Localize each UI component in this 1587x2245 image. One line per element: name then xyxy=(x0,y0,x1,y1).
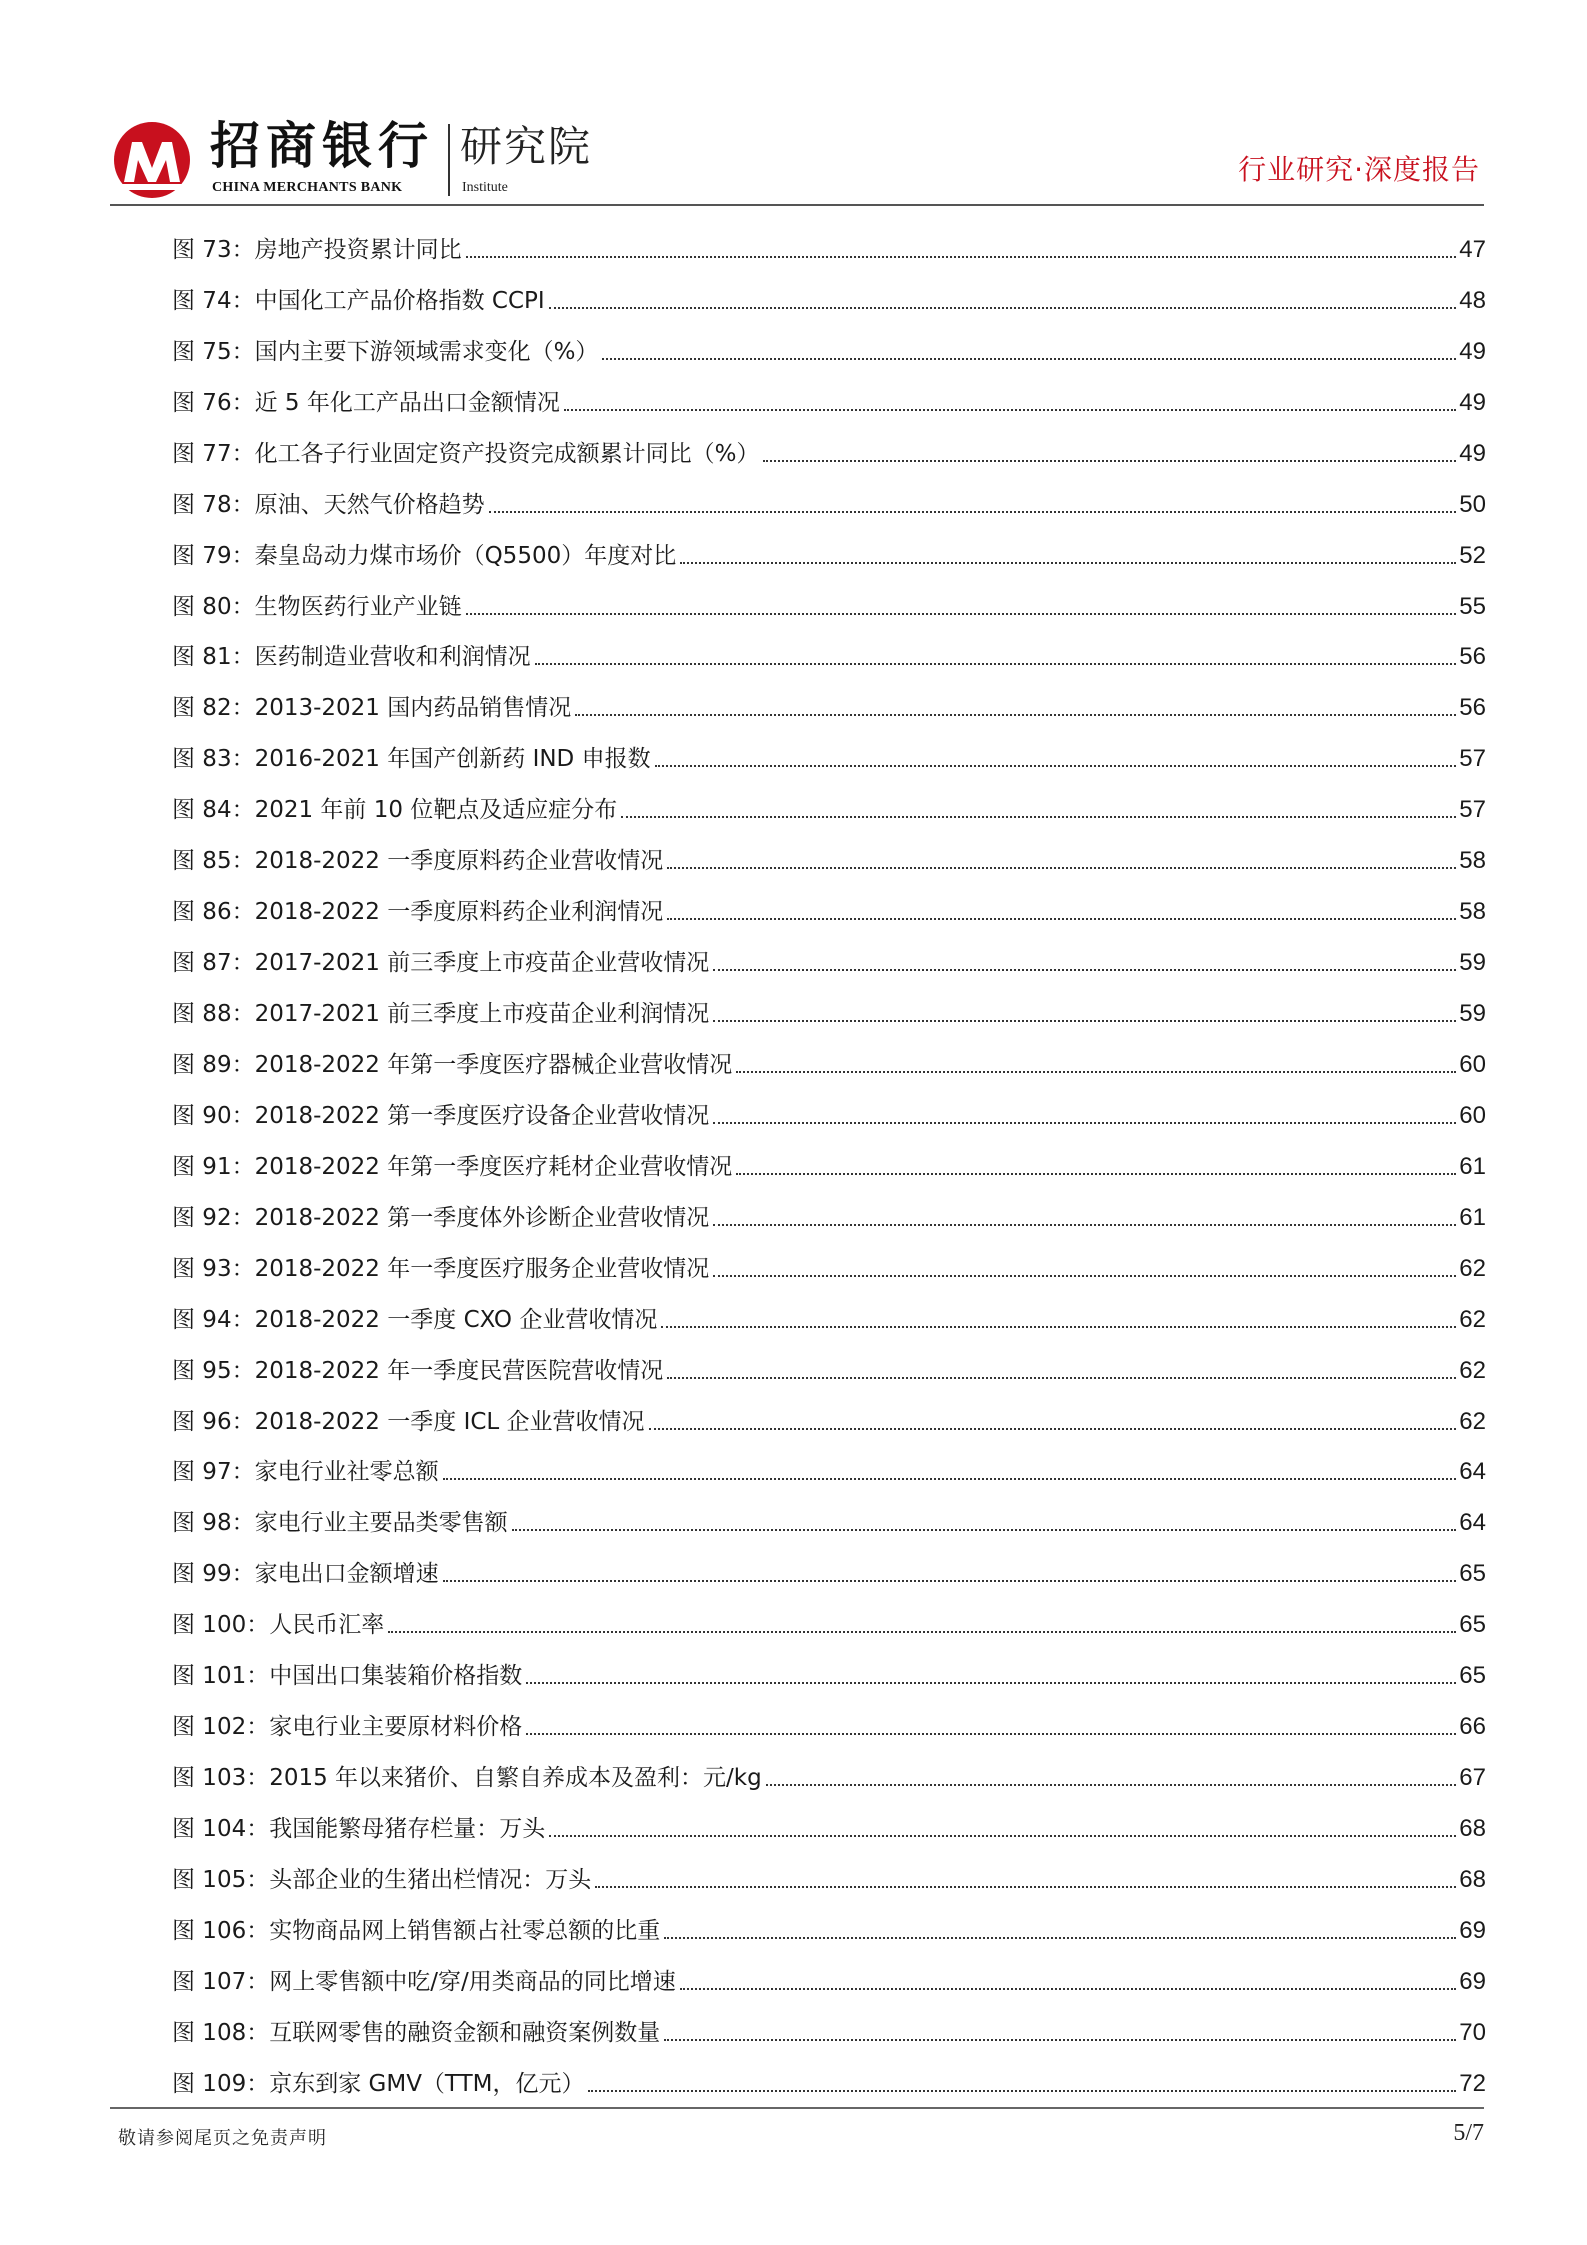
toc-entry[interactable] xyxy=(172,883,1486,934)
toc-entry-label: 图 82：2013-2021 国内药品销售情况 xyxy=(172,695,572,722)
toc-dot-leader xyxy=(664,2039,1456,2041)
toc-entry[interactable] xyxy=(172,527,1486,578)
toc-entry-page: 68 xyxy=(1459,1815,1486,1842)
toc-entry-label: 图 103：2015 年以来猪价、自繁自养成本及盈利：元/kg xyxy=(172,1765,762,1792)
toc-entry[interactable] xyxy=(172,832,1486,883)
toc-entry-label: 图 87：2017-2021 前三季度上市疫苗企业营收情况 xyxy=(172,950,710,977)
toc-entry-label: 图 109：京东到家 GMV（TTM，亿元） xyxy=(172,2070,585,2097)
toc-entry-label: 图 84：2021 年前 10 位靶点及适应症分布 xyxy=(172,797,618,824)
toc-entry-label: 图 90：2018-2022 第一季度医疗设备企业营收情况 xyxy=(172,1102,710,1129)
toc-entry[interactable] xyxy=(172,730,1486,781)
toc-entry[interactable] xyxy=(172,1291,1486,1342)
toc-entry[interactable] xyxy=(172,1545,1486,1596)
toc-entry-label: 图 108：互联网零售的融资金额和融资案例数量 xyxy=(172,2019,661,2046)
toc-dot-leader xyxy=(713,1224,1456,1226)
toc-dot-leader xyxy=(595,1886,1456,1888)
toc-entry-label: 图 101：中国出口集装箱价格指数 xyxy=(172,1663,523,1690)
toc-entry[interactable] xyxy=(172,1240,1486,1291)
toc-entry-page: 68 xyxy=(1459,1865,1486,1893)
toc-entry[interactable] xyxy=(172,1087,1486,1138)
toc-entry-label: 图 104：我国能繁母猪存栏量：万头 xyxy=(172,1816,546,1842)
toc-dot-leader xyxy=(655,765,1457,767)
toc-dot-leader xyxy=(661,1326,1456,1328)
toc-entry[interactable] xyxy=(172,323,1486,374)
toc-entry-page: 72 xyxy=(1459,2069,1486,2097)
toc-entry-page: 56 xyxy=(1459,643,1486,671)
header-divider xyxy=(448,124,450,196)
toc-entry-page: 62 xyxy=(1459,1305,1486,1333)
toc-entry-page: 57 xyxy=(1459,796,1486,824)
toc-entry-page: 49 xyxy=(1459,388,1486,416)
toc-entry-label: 图 107：网上零售额中吃/穿/用类商品的同比增速 xyxy=(172,1968,676,1995)
toc-dot-leader xyxy=(388,1631,1456,1633)
toc-entry-label: 图 105：头部企业的生猪出栏情况：万头 xyxy=(172,1866,592,1893)
toc-entry-page: 70 xyxy=(1459,2018,1486,2046)
toc-entry[interactable] xyxy=(172,1596,1486,1647)
toc-dot-leader xyxy=(736,1071,1456,1073)
toc-entry-page: 57 xyxy=(1459,745,1486,773)
figure-list xyxy=(172,221,1486,2106)
toc-dot-leader xyxy=(713,969,1456,971)
toc-entry-page: 65 xyxy=(1459,1611,1486,1639)
toc-entry-label: 图 94：2018-2022 一季度 CXO 企业营收情况 xyxy=(172,1306,658,1333)
toc-dot-leader xyxy=(575,714,1456,716)
toc-entry-label: 图 106：实物商品网上销售额占社零总额的比重 xyxy=(172,1917,661,1944)
footer-disclaimer: 敬请参阅尾页之免责声明 xyxy=(118,2128,327,2149)
toc-entry-label: 图 75：国内主要下游领域需求变化（%） xyxy=(172,338,599,365)
toc-dot-leader xyxy=(526,1733,1456,1735)
toc-dot-leader xyxy=(526,1682,1456,1684)
toc-dot-leader xyxy=(713,1122,1456,1124)
toc-dot-leader xyxy=(680,562,1456,564)
toc-entry-page: 62 xyxy=(1459,1356,1486,1384)
toc-dot-leader xyxy=(680,1988,1457,1990)
toc-entry[interactable] xyxy=(172,679,1486,730)
toc-entry-label: 图 86：2018-2022 一季度原料药企业利润情况 xyxy=(172,899,664,926)
toc-dot-leader xyxy=(664,1937,1456,1939)
toc-dot-leader xyxy=(713,1020,1456,1022)
toc-entry-page: 58 xyxy=(1459,847,1486,875)
toc-entry-page: 52 xyxy=(1459,541,1486,569)
toc-entry-page: 60 xyxy=(1459,1101,1486,1129)
toc-entry-label: 图 102：家电行业主要原材料价格 xyxy=(172,1714,523,1741)
toc-entry[interactable] xyxy=(172,781,1486,832)
toc-entry-page: 47 xyxy=(1459,235,1486,263)
toc-entry[interactable] xyxy=(172,425,1486,476)
toc-dot-leader xyxy=(713,1275,1456,1277)
toc-entry[interactable] xyxy=(172,629,1486,680)
toc-dot-leader xyxy=(602,358,1456,360)
toc-entry-page: 69 xyxy=(1459,1967,1486,1995)
toc-dot-leader xyxy=(766,1784,1457,1786)
toc-entry-page: 59 xyxy=(1459,1000,1486,1027)
toc-entry-label: 图 73：房地产投资累计同比 xyxy=(172,236,462,263)
toc-entry-label: 图 88：2017-2021 前三季度上市疫苗企业利润情况 xyxy=(172,1001,710,1027)
toc-entry-page: 65 xyxy=(1459,1662,1486,1690)
toc-entry-page: 60 xyxy=(1459,1050,1486,1078)
bank-name-en: CHINA MERCHANTS BANK xyxy=(212,180,403,195)
toc-entry[interactable] xyxy=(172,1800,1486,1851)
toc-entry[interactable] xyxy=(172,1342,1486,1393)
toc-dot-leader xyxy=(667,867,1456,869)
toc-entry[interactable] xyxy=(172,934,1486,985)
toc-entry[interactable] xyxy=(172,1698,1486,1749)
institute-name-en: Institute xyxy=(462,180,508,195)
toc-entry[interactable] xyxy=(172,1953,1486,2004)
toc-entry-page: 64 xyxy=(1459,1509,1486,1537)
toc-entry-label: 图 79：秦皇岛动力煤市场价（Q5500）年度对比 xyxy=(172,542,677,569)
toc-entry[interactable] xyxy=(172,1138,1486,1189)
toc-entry-label: 图 96：2018-2022 一季度 ICL 企业营收情况 xyxy=(172,1408,645,1435)
toc-entry[interactable] xyxy=(172,221,1486,272)
toc-entry[interactable] xyxy=(172,2004,1486,2055)
toc-entry-label: 图 91：2018-2022 年第一季度医疗耗材企业营收情况 xyxy=(172,1153,733,1180)
toc-entry-label: 图 93：2018-2022 年一季度医疗服务企业营收情况 xyxy=(172,1255,710,1282)
toc-dot-leader xyxy=(466,256,1457,258)
bank-name-cn: 招商银行 xyxy=(210,116,434,175)
toc-dot-leader xyxy=(649,1428,1457,1430)
toc-entry-label: 图 89：2018-2022 年第一季度医疗器械企业营收情况 xyxy=(172,1051,733,1078)
toc-entry-label: 图 80：生物医药行业产业链 xyxy=(172,593,462,620)
toc-entry[interactable] xyxy=(172,1851,1486,1902)
toc-entry[interactable] xyxy=(172,1902,1486,1953)
toc-entry-label: 图 78：原油、天然气价格趋势 xyxy=(172,491,485,518)
toc-dot-leader xyxy=(466,613,1457,615)
toc-entry-page: 62 xyxy=(1459,1254,1486,1282)
toc-entry-page: 56 xyxy=(1459,694,1486,722)
toc-entry[interactable] xyxy=(172,578,1486,629)
toc-entry-page: 48 xyxy=(1459,286,1486,314)
toc-entry[interactable] xyxy=(172,476,1486,527)
toc-dot-leader xyxy=(443,1580,1457,1582)
page-header xyxy=(110,112,1480,204)
toc-entry-label: 图 76：近 5 年化工产品出口金额情况 xyxy=(172,389,560,416)
toc-dot-leader xyxy=(667,1377,1456,1379)
toc-entry[interactable] xyxy=(172,1749,1486,1800)
toc-dot-leader xyxy=(512,1529,1457,1531)
toc-entry[interactable] xyxy=(172,1036,1486,1087)
toc-entry-page: 59 xyxy=(1459,949,1486,977)
toc-entry[interactable] xyxy=(172,374,1486,425)
toc-dot-leader xyxy=(736,1173,1456,1175)
toc-entry-label: 图 100：人民币汇率 xyxy=(172,1612,385,1639)
toc-entry-label: 图 98：家电行业主要品类零售额 xyxy=(172,1510,508,1537)
toc-entry-page: 62 xyxy=(1459,1407,1486,1435)
toc-dot-leader xyxy=(549,1835,1456,1837)
toc-entry-label: 图 74：中国化工产品价格指数 CCPI xyxy=(172,287,545,314)
toc-entry-label: 图 81：医药制造业营收和利润情况 xyxy=(172,644,531,671)
bank-logo-icon xyxy=(110,120,194,200)
toc-entry-page: 58 xyxy=(1459,898,1486,926)
page-number: 5/7 xyxy=(1453,2120,1484,2146)
toc-entry-label: 图 97：家电行业社零总额 xyxy=(172,1459,439,1486)
toc-entry[interactable] xyxy=(172,2055,1486,2106)
toc-entry-page: 69 xyxy=(1459,1916,1486,1944)
toc-dot-leader xyxy=(588,2090,1456,2092)
toc-entry-page: 67 xyxy=(1459,1764,1486,1792)
toc-entry[interactable] xyxy=(172,1444,1486,1495)
toc-entry[interactable] xyxy=(172,1393,1486,1444)
toc-entry-label: 图 95：2018-2022 年一季度民营医院营收情况 xyxy=(172,1357,664,1384)
toc-dot-leader xyxy=(667,918,1456,920)
toc-entry[interactable] xyxy=(172,1494,1486,1545)
toc-entry-page: 66 xyxy=(1459,1713,1486,1741)
toc-dot-leader xyxy=(443,1478,1457,1480)
toc-entry-page: 61 xyxy=(1459,1203,1486,1231)
toc-entry-label: 图 85：2018-2022 一季度原料药企业营收情况 xyxy=(172,848,664,875)
toc-entry-page: 55 xyxy=(1459,592,1486,620)
toc-dot-leader xyxy=(489,511,1457,513)
toc-entry-page: 65 xyxy=(1459,1560,1486,1588)
toc-entry-label: 图 83：2016-2021 年国产创新药 IND 申报数 xyxy=(172,746,651,773)
toc-entry[interactable] xyxy=(172,985,1486,1036)
toc-entry[interactable] xyxy=(172,1647,1486,1698)
toc-entry-label: 图 77：化工各子行业固定资产投资完成额累计同比（%） xyxy=(172,440,760,467)
toc-entry-page: 64 xyxy=(1459,1458,1486,1486)
toc-dot-leader xyxy=(535,663,1457,665)
header-rule xyxy=(110,204,1484,206)
footer-rule xyxy=(110,2107,1484,2109)
toc-entry-page: 49 xyxy=(1459,337,1486,365)
toc-entry-page: 50 xyxy=(1459,490,1486,518)
toc-entry[interactable] xyxy=(172,272,1486,323)
toc-entry-page: 61 xyxy=(1459,1152,1486,1180)
toc-entry-label: 图 99：家电出口金额增速 xyxy=(172,1561,439,1588)
toc-entry-label: 图 92：2018-2022 第一季度体外诊断企业营收情况 xyxy=(172,1204,710,1231)
report-type-label: 行业研究·深度报告 xyxy=(1238,153,1480,186)
toc-dot-leader xyxy=(621,816,1456,818)
toc-dot-leader xyxy=(564,409,1456,411)
toc-entry[interactable] xyxy=(172,1189,1486,1240)
institute-name-cn: 研究院 xyxy=(460,122,593,171)
toc-dot-leader xyxy=(549,307,1457,309)
toc-entry-page: 49 xyxy=(1459,439,1486,467)
toc-dot-leader xyxy=(763,460,1456,462)
